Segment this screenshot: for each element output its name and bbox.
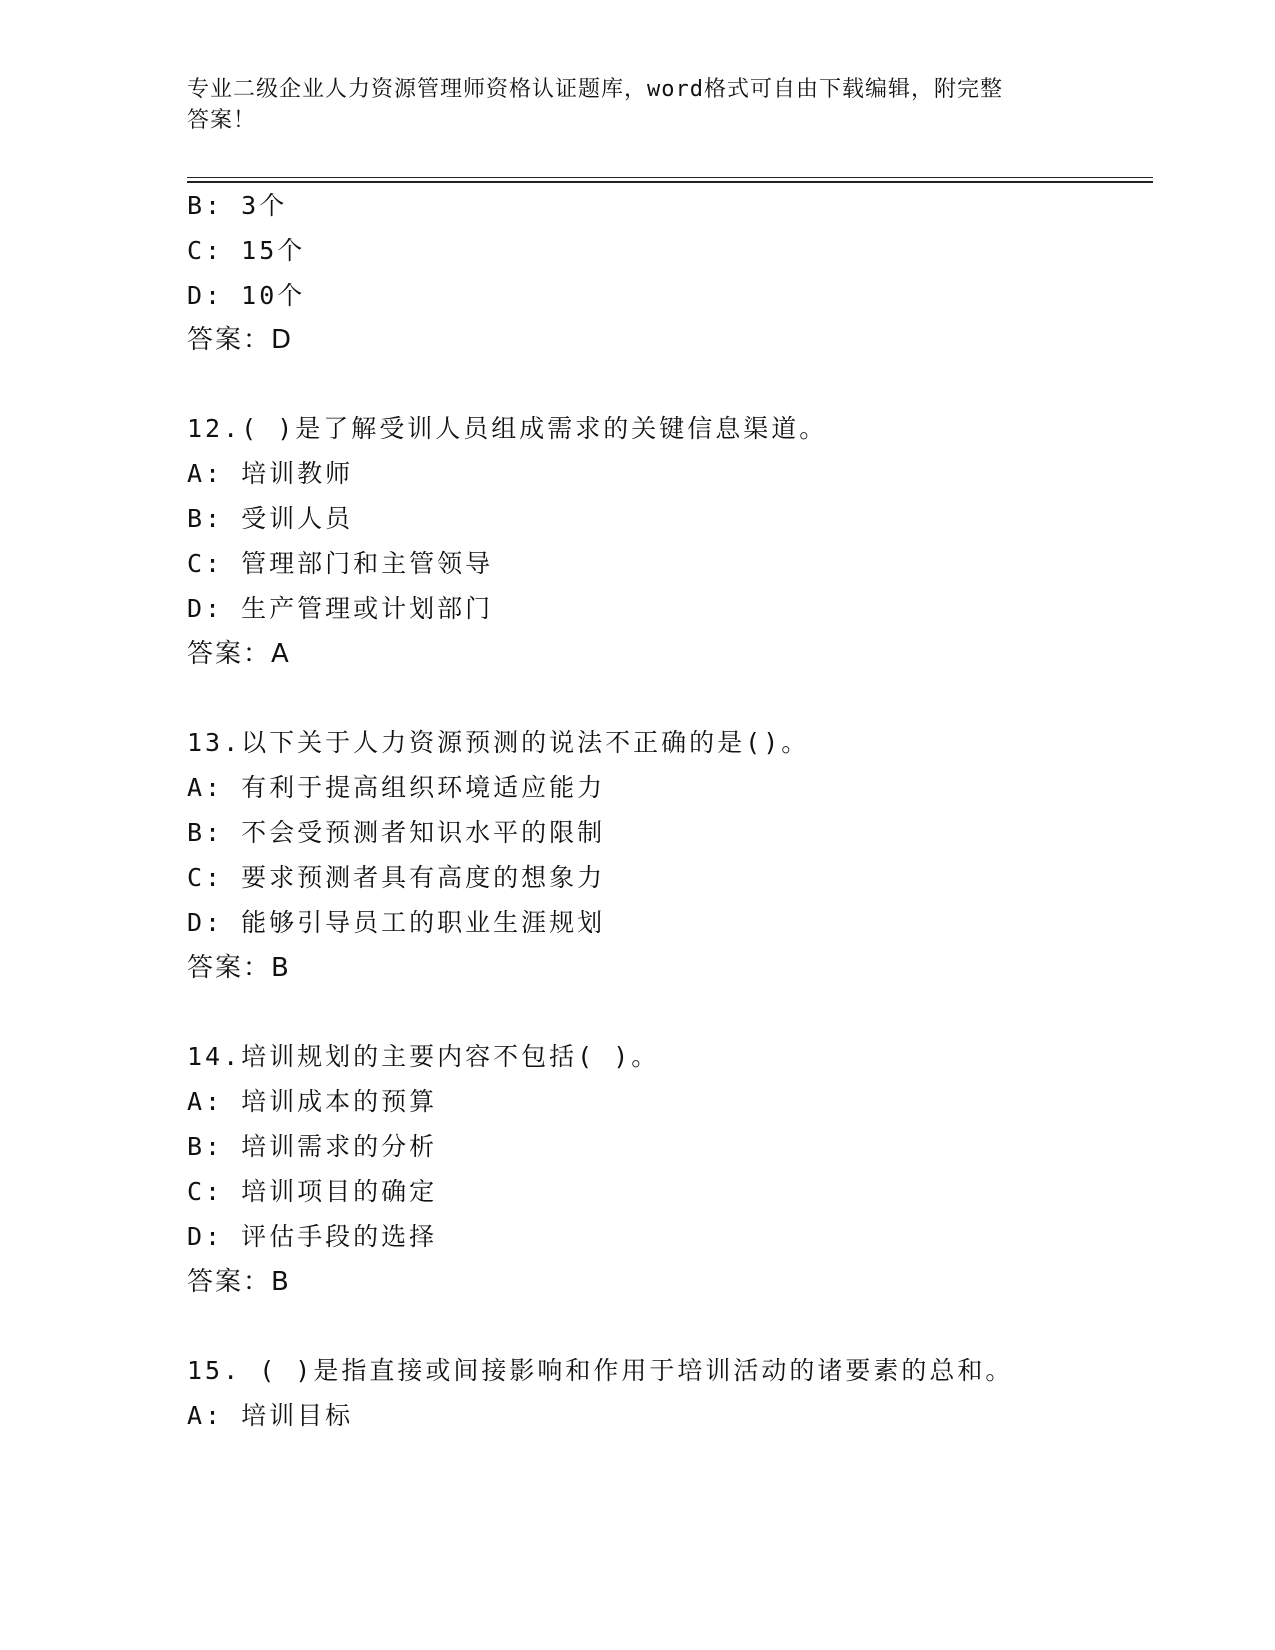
q11-option-c: C: 15个 xyxy=(187,236,306,265)
q14-option-a: A: 培训成本的预算 xyxy=(187,1087,438,1116)
header-title-line-1: 专业二级企业人力资源管理师资格认证题库，word格式可自由下载编辑，附完整 xyxy=(187,77,1003,102)
q14-option-d: D: 评估手段的选择 xyxy=(187,1222,438,1251)
q13-option-d: D: 能够引导员工的职业生涯规划 xyxy=(187,908,606,937)
q12-option-d: D: 生产管理或计划部门 xyxy=(187,594,494,623)
q13-option-b: B: 不会受预测者知识水平的限制 xyxy=(187,818,606,847)
q12-option-a: A: 培训教师 xyxy=(187,459,354,488)
q12-option-c: C: 管理部门和主管领导 xyxy=(187,549,494,578)
q13-question: 13.以下关于人力资源预测的说法不正确的是()。 xyxy=(187,728,810,757)
document-header xyxy=(187,74,1087,136)
header-title-line-2: 答案！ xyxy=(187,108,257,133)
q15-question: 15. ( )是指直接或间接影响和作用于培训活动的诸要素的总和。 xyxy=(187,1356,1014,1385)
q11-answer: 答案：D xyxy=(187,325,294,355)
header-divider-thick xyxy=(187,181,1153,183)
q13-answer: 答案：B xyxy=(187,953,291,983)
q12-question: 12.( )是了解受训人员组成需求的关键信息渠道。 xyxy=(187,414,828,443)
q14-question: 14.培训规划的主要内容不包括( )。 xyxy=(187,1042,660,1071)
q15-option-a: A: 培训目标 xyxy=(187,1401,354,1430)
q11-option-d: D: 10个 xyxy=(187,281,306,310)
q11-option-b: B: 3个 xyxy=(187,191,288,220)
q13-option-a: A: 有利于提高组织环境适应能力 xyxy=(187,773,606,802)
q12-answer: 答案：A xyxy=(187,639,291,669)
q13-option-c: C: 要求预测者具有高度的想象力 xyxy=(187,863,606,892)
q14-option-b: B: 培训需求的分析 xyxy=(187,1132,438,1161)
q14-option-c: C: 培训项目的确定 xyxy=(187,1177,438,1206)
q14-answer: 答案：B xyxy=(187,1267,291,1297)
q12-option-b: B: 受训人员 xyxy=(187,504,354,533)
header-divider-thin xyxy=(187,177,1153,178)
